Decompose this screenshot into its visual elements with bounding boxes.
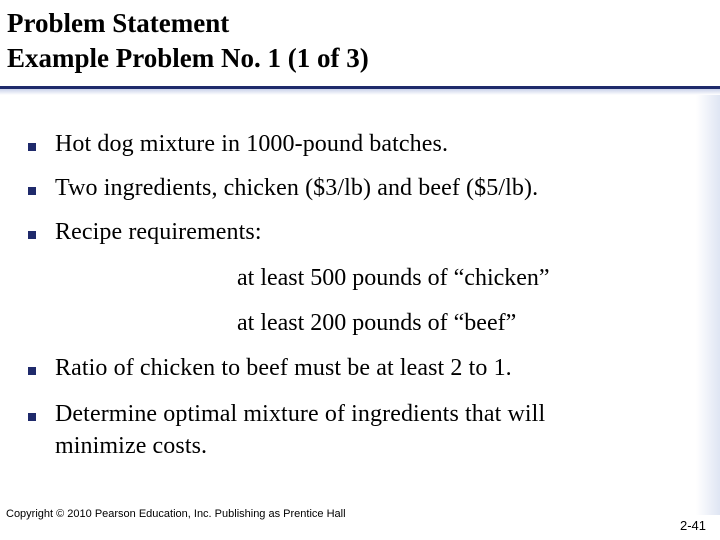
requirement-line: at least 500 pounds of “chicken” xyxy=(237,265,550,291)
bullet-text: Ratio of chicken to beef must be at least 2 to 1. xyxy=(55,355,512,381)
requirement-line: at least 200 pounds of “beef” xyxy=(237,310,517,336)
slide-title xyxy=(7,6,369,76)
bullet-text: Two ingredients, chicken ($3/lb) and beef ($5/lb). xyxy=(55,175,539,201)
title-divider-shadow xyxy=(0,89,720,95)
bullet-text: Determine optimal mixture of ingredients that will minimize costs. xyxy=(55,401,546,459)
list-item xyxy=(28,216,262,248)
bullet-text: Recipe requirements: xyxy=(55,219,262,245)
list-item xyxy=(28,398,628,462)
side-gradient-strip xyxy=(696,95,720,515)
title-line-1: Problem Statement xyxy=(7,8,230,38)
square-bullet-icon xyxy=(28,143,36,151)
square-bullet-icon xyxy=(28,413,36,421)
list-item xyxy=(28,352,512,384)
bullet-text: Hot dog mixture in 1000-pound batches. xyxy=(55,131,449,157)
square-bullet-icon xyxy=(28,367,36,375)
square-bullet-icon xyxy=(28,187,36,195)
list-item xyxy=(28,128,448,160)
list-item xyxy=(28,172,538,204)
title-line-2: Example Problem No. 1 (1 of 3) xyxy=(7,43,369,73)
page-number: 2-41 xyxy=(679,518,706,533)
square-bullet-icon xyxy=(28,231,36,239)
copyright-notice: Copyright © 2010 Pearson Education, Inc. Publishing as Prentice Hall xyxy=(6,508,346,520)
